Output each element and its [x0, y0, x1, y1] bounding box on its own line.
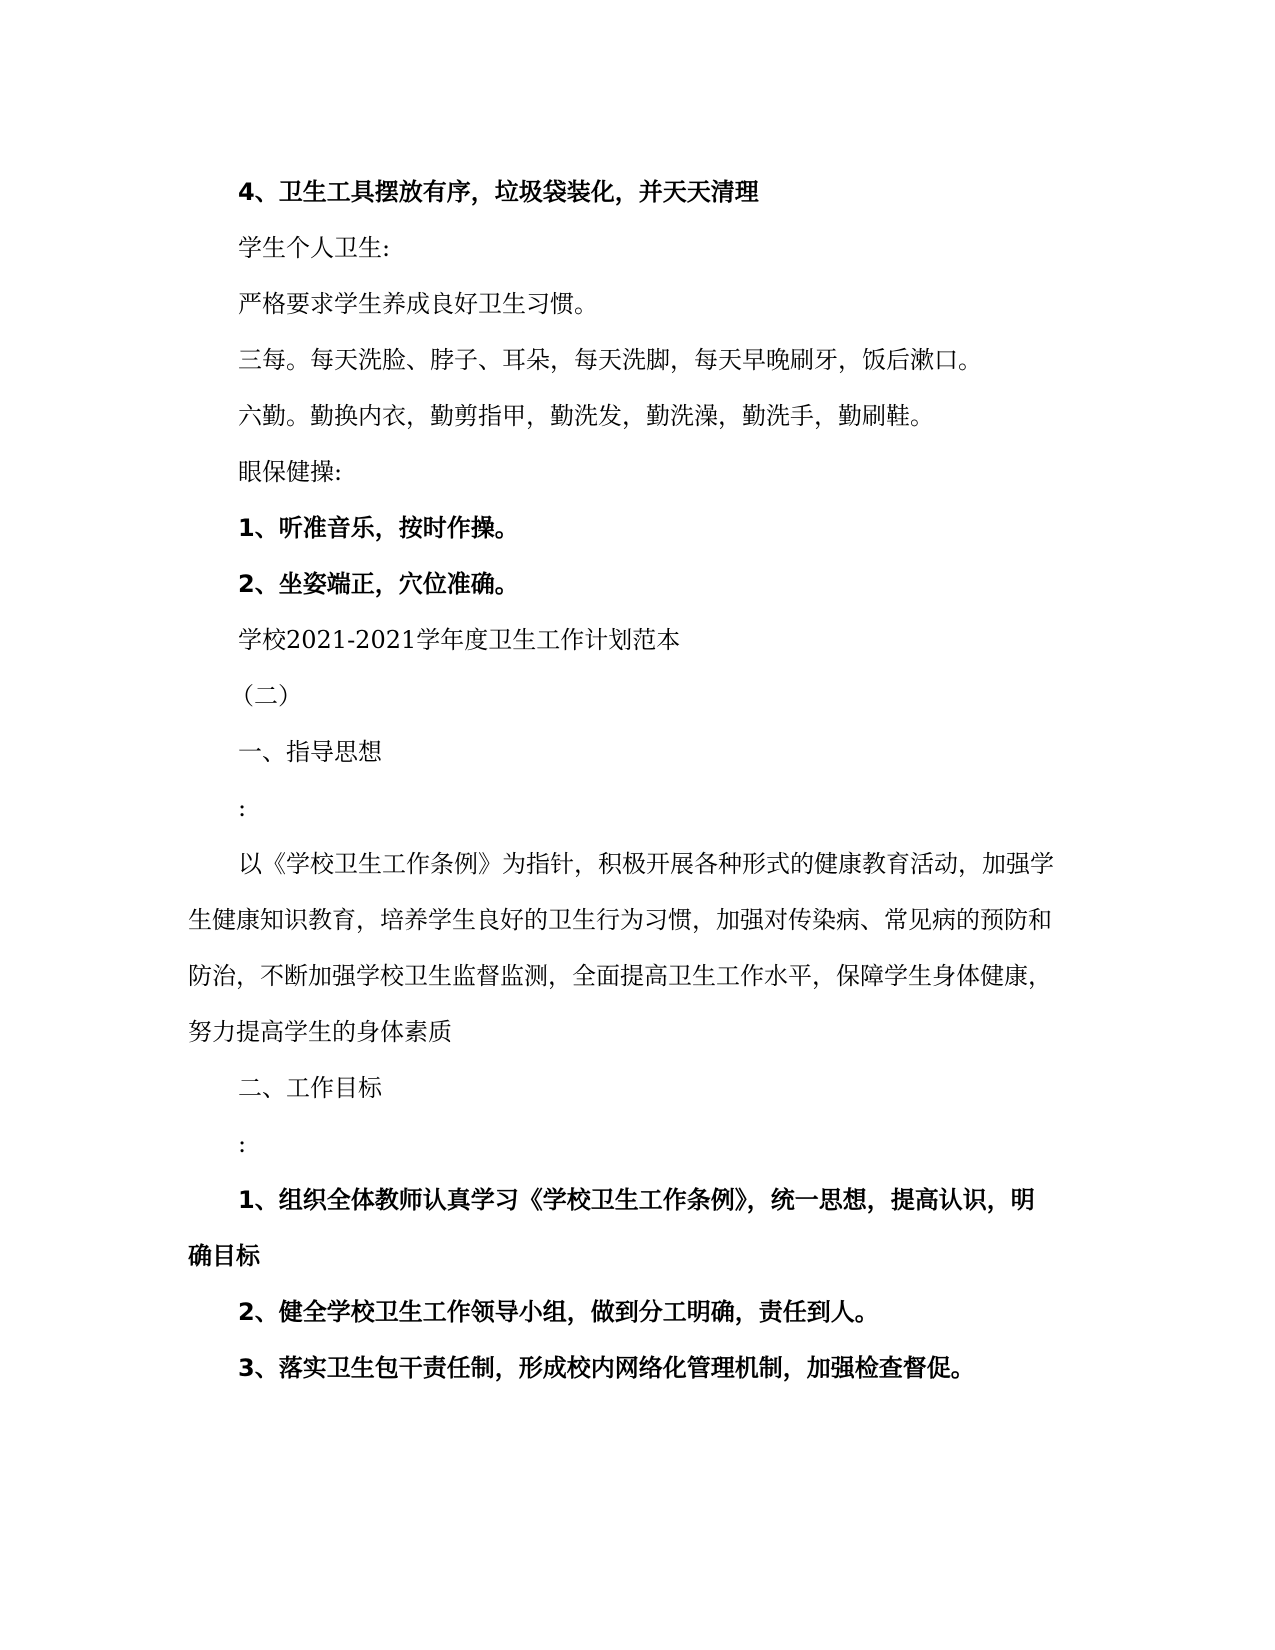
- part-two-marker: （二）: [230, 682, 302, 710]
- eye-exercise-item-1: 1、听准音乐，按时作操。: [238, 514, 519, 542]
- three-daily-line: 三每。每天洗脸、脖子、耳朵，每天洗脚，每天早晚刷牙，饭后漱口。: [238, 346, 982, 374]
- section-guiding-ideology-heading: 一、指导思想: [238, 738, 382, 766]
- colon-line-1: :: [238, 794, 247, 822]
- guiding-paragraph-line-2: 生健康知识教育，培养学生良好的卫生行为习惯，加强对传染病、常见病的预防和: [188, 906, 1052, 934]
- guiding-paragraph-line-3: 防治，不断加强学校卫生监督监测，全面提高卫生工作水平，保障学生身体健康，: [188, 962, 1052, 990]
- goal-item-3: 3、落实卫生包干责任制，形成校内网络化管理机制，加强检查督促。: [238, 1354, 975, 1382]
- six-diligence-line: 六勤。勤换内衣，勤剪指甲，勤洗发，勤洗澡，勤洗手，勤刷鞋。: [238, 402, 934, 430]
- eye-exercise-heading: 眼保健操:: [238, 458, 343, 486]
- strict-requirement-line: 严格要求学生养成良好卫生习惯。: [238, 290, 598, 318]
- eye-exercise-item-2: 2、坐姿端正，穴位准确。: [238, 570, 519, 598]
- tool-arrangement-item: 4、卫生工具摆放有序，垃圾袋装化，并天天清理: [238, 178, 759, 206]
- goal-item-1-line-1: 1、组织全体教师认真学习《学校卫生工作条例》，统一思想，提高认识，明: [238, 1186, 1035, 1214]
- goal-item-1-line-2: 确目标: [188, 1242, 260, 1270]
- colon-line-2: :: [238, 1130, 247, 1158]
- guiding-paragraph-line-1: 以《学校卫生工作条例》为指针，积极开展各种形式的健康教育活动，加强学: [238, 850, 1054, 878]
- personal-hygiene-heading: 学生个人卫生:: [238, 234, 391, 262]
- guiding-paragraph-line-4: 努力提高学生的身体素质: [188, 1018, 452, 1046]
- section-work-goals-heading: 二、工作目标: [238, 1074, 382, 1102]
- goal-item-2: 2、健全学校卫生工作领导小组，做到分工明确，责任到人。: [238, 1298, 879, 1326]
- plan-title: 学校2021-2021学年度卫生工作计划范本: [238, 626, 681, 654]
